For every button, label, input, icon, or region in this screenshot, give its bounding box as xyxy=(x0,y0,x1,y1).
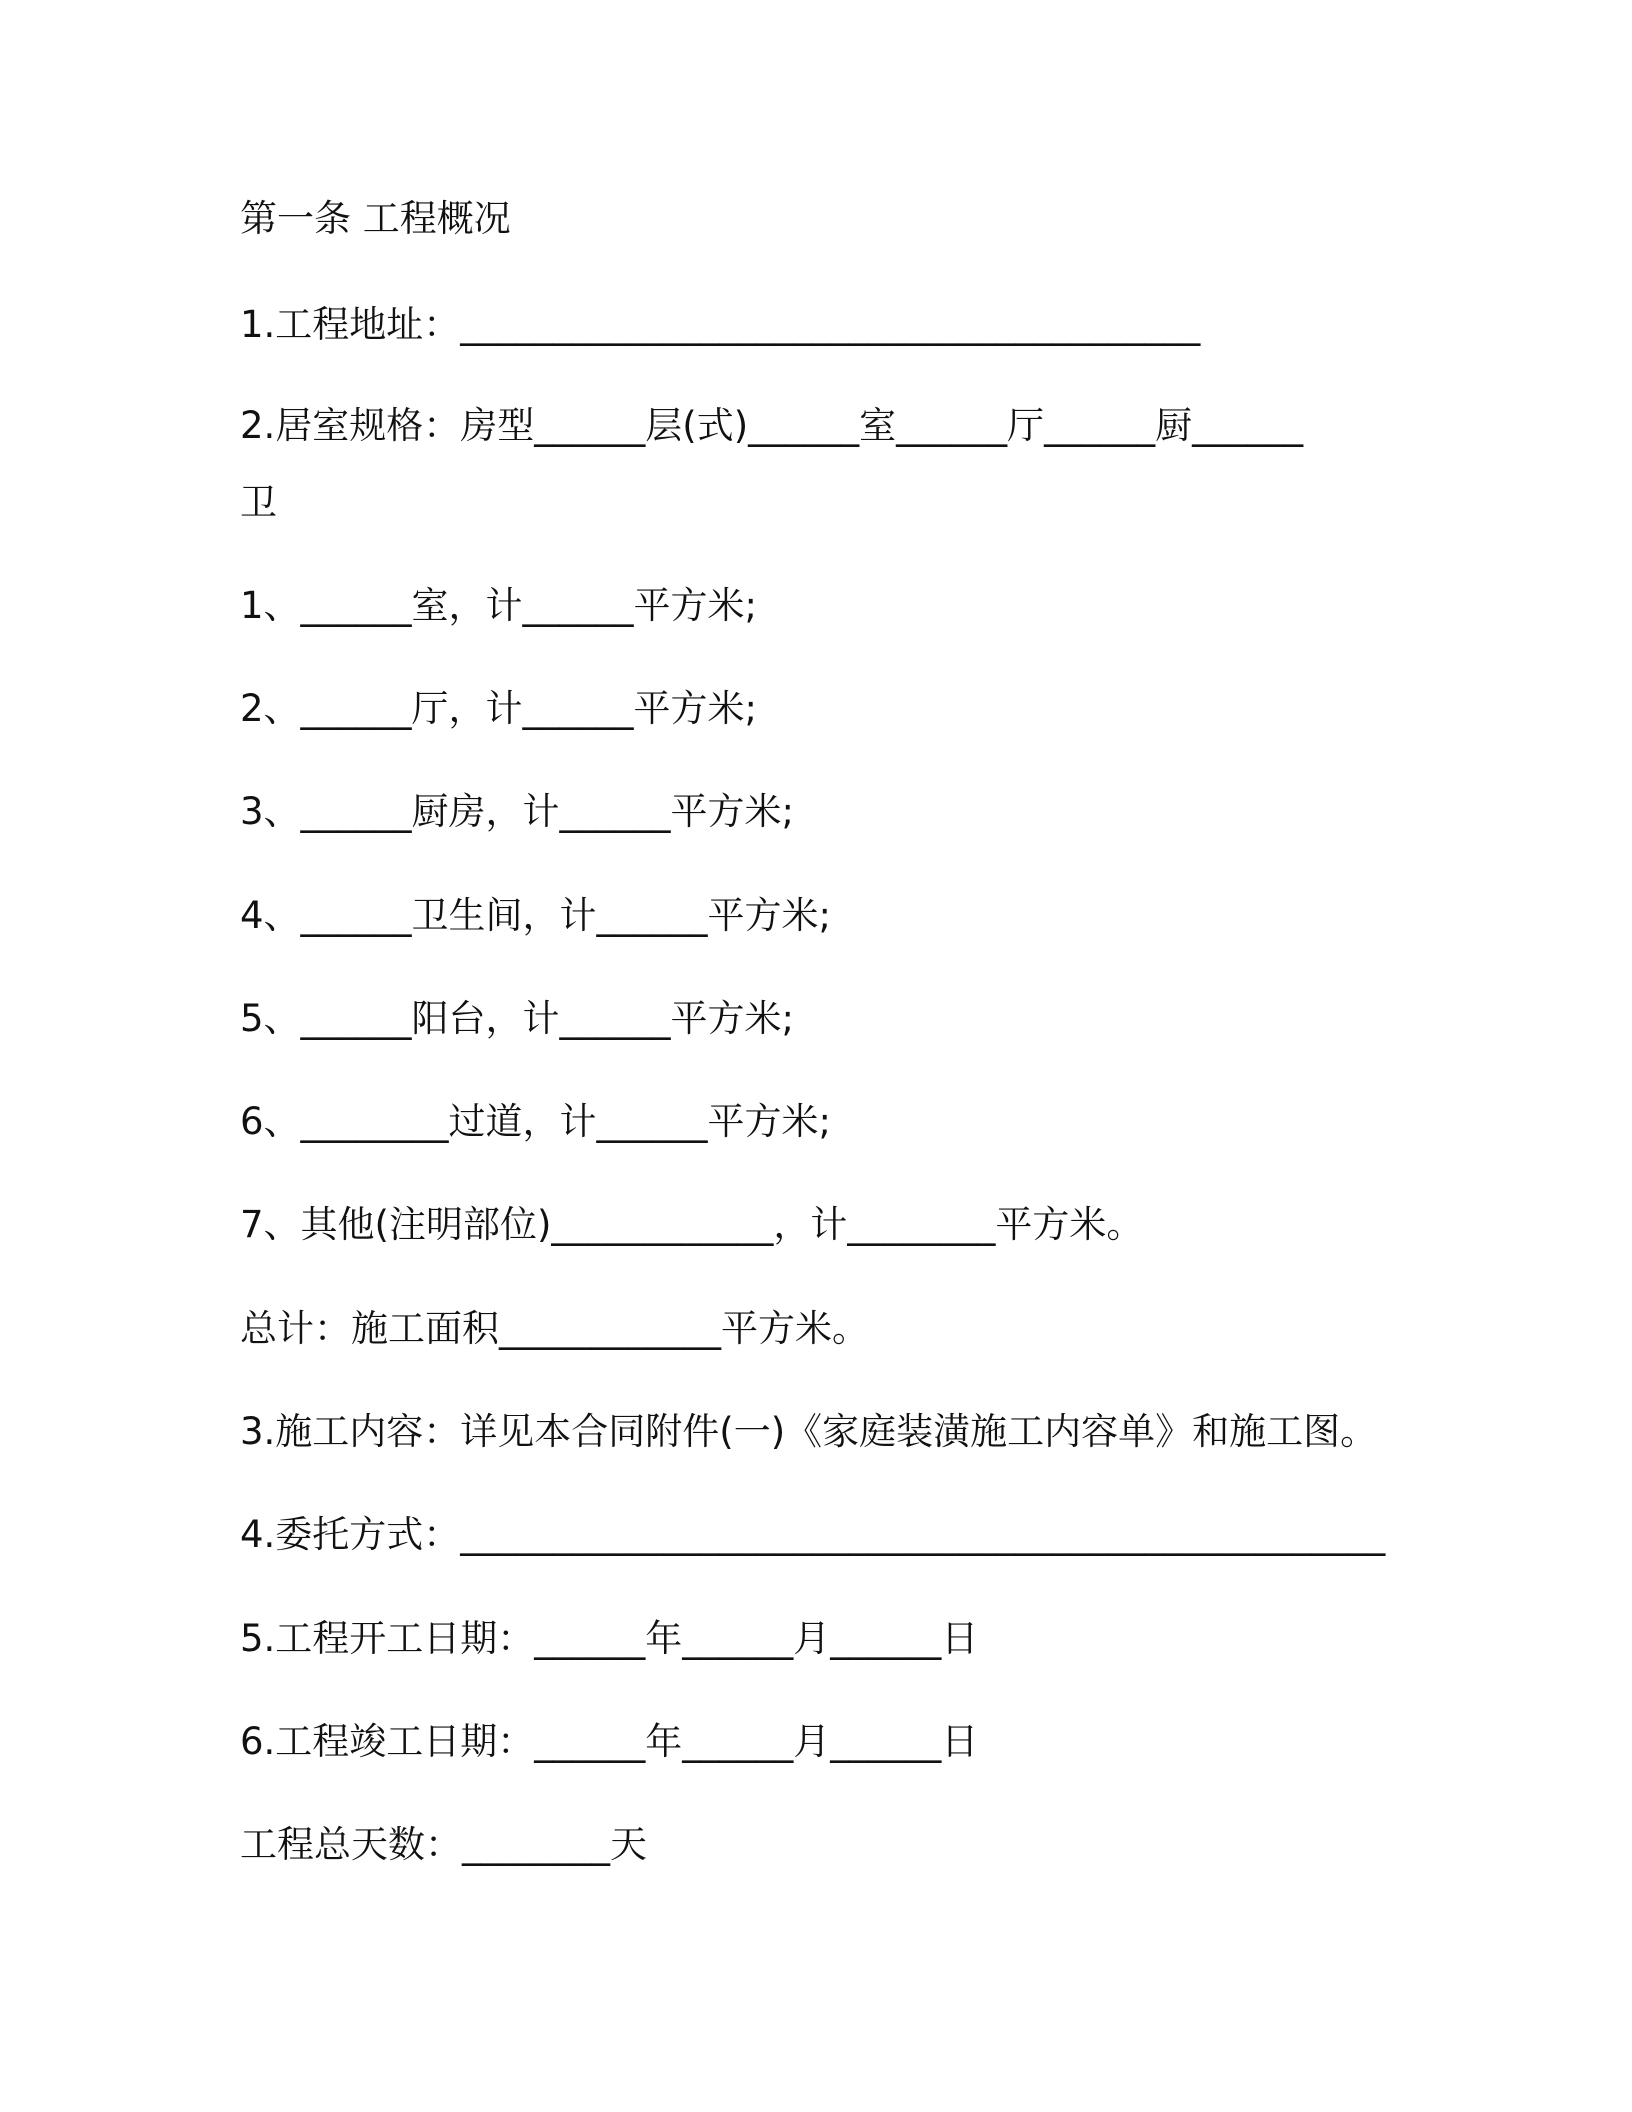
corridor-area-line: 6、________过道，计______平方米; xyxy=(240,1100,832,1143)
total-area-line: 总计：施工面积____________平方米。 xyxy=(240,1307,869,1350)
balcony-area-line: 5、______阳台，计______平方米; xyxy=(240,997,795,1040)
hall-area-line: 2、______厅，计______平方米; xyxy=(240,687,758,730)
room-spec-line-continued: 卫 xyxy=(240,481,277,524)
room-spec-line: 2.居室规格：房型______层(式)______室______厅______厨______ xyxy=(240,404,1304,447)
total-days-line: 工程总天数：________天 xyxy=(240,1823,647,1866)
other-area-line: 7、其他(注明部位)____________，计________平方米。 xyxy=(240,1203,1144,1246)
completion-date-line: 6.工程竣工日期：______年______月______日 xyxy=(240,1720,979,1763)
construction-content-line: 3.施工内容：详见本合同附件(一)《家庭装潢施工内容单》和施工图。 xyxy=(240,1410,1378,1453)
room-area-line: 1、______室，计______平方米; xyxy=(240,584,758,627)
kitchen-area-line: 3、______厨房，计______平方米; xyxy=(240,790,795,833)
start-date-line: 5.工程开工日期：______年______月______日 xyxy=(240,1617,979,1660)
commission-method-line: 4.委托方式：__________________________________________________ xyxy=(240,1513,1386,1556)
bathroom-area-line: 4、______卫生间，计______平方米; xyxy=(240,894,832,937)
section-title: 第一条 工程概况 xyxy=(240,197,511,240)
project-address-line: 1.工程地址：________________________________________ xyxy=(240,303,1201,346)
